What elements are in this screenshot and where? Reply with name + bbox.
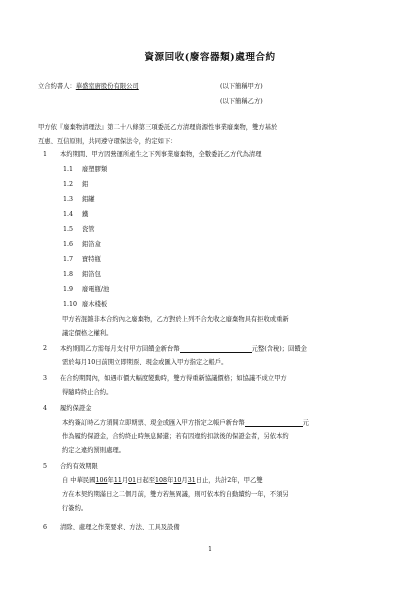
clause-number: 1 — [43, 151, 48, 158]
clause-number: 3 — [43, 375, 48, 382]
clause-4-heading-row: 4 履約保證金 — [43, 405, 92, 412]
clause-1-heading-row — [43, 151, 262, 159]
party-second-role: (以下簡稱乙方) — [220, 98, 263, 105]
party-first-name: 華盛室廚股份有限公司 — [75, 83, 139, 90]
start-day: 01 — [128, 477, 137, 484]
clause-number: 6 — [43, 524, 48, 531]
clause-number: 4 — [43, 405, 48, 412]
party-first — [38, 83, 220, 91]
party-first-label: 立合約書人： — [38, 83, 76, 90]
clause-5-line-1: 自 中華民國106年11月01日起至108年10月31日止，共計2年，甲乙雙 — [62, 477, 263, 484]
amount-blank — [180, 345, 252, 353]
clause-4-line-1: 本約簽訂時乙方須開立即期票、現金或匯入甲方指定之帳戶新台幣 元 — [62, 419, 309, 427]
clause-1-note-2: 議定價格之權利。 — [62, 330, 113, 337]
clause-number: 5 — [43, 463, 48, 470]
list-item: 1.5 瓷管 — [63, 226, 95, 233]
list-item: 1.2 鋁 — [63, 181, 89, 188]
party-first-row — [38, 83, 263, 91]
list-item: 1.1 廢塑膠類 — [63, 166, 108, 173]
clause-5-heading-row: 5 合約有效期限 — [43, 463, 98, 470]
clause-1-note-1: 甲方若混雜非本合約內之廢棄物，乙方對於上列不合允收之廢棄物具有拒收或重新 — [62, 316, 289, 323]
clause-number: 2 — [43, 345, 48, 353]
list-item: 1.4 鐵 — [63, 211, 89, 218]
party-second-row — [38, 98, 263, 106]
start-month: 11 — [113, 477, 122, 484]
clause-4-line-3: 約定之違約罰則處理。 — [62, 447, 125, 454]
intro-line-1: 甲方依『廢棄物清理法』第二十八條第三項委託乙方清理資源性事業廢棄物，雙方基於 — [38, 124, 278, 131]
clause-4-line-2: 作為履約保證金，合約終止時無息歸還；若有因違約扣款後的保證金者，另依本約 — [62, 433, 289, 440]
document-title: 資源回收(廢容器類)處理合約 — [144, 52, 276, 63]
list-item: 1.6 鋁箔盒 — [63, 241, 101, 248]
end-month: 10 — [173, 477, 182, 484]
start-year: 106 — [95, 477, 108, 484]
clause-2-row-1: 2 本約期間乙方需每月支付甲方回饋金新台幣 元整(含稅)；回饋金 — [43, 345, 307, 353]
list-item: 1.9 廢電瓶/池 — [63, 286, 110, 293]
page-number: 1 — [208, 546, 212, 553]
clause-1-heading: 本約期間、甲方因營運所產生之下列事業廢棄物，全數委託乙方代為清理 — [60, 151, 262, 158]
deposit-blank — [245, 419, 303, 427]
end-day: 31 — [187, 477, 196, 484]
clause-5-line-3: 行簽約。 — [62, 505, 88, 512]
party-first-role: (以下簡稱甲方) — [220, 83, 263, 90]
list-item: 1.10 廢木棧板 — [63, 301, 108, 308]
intro-line-2: 互惠、互信原則，共同遵守環保法令，約定如下： — [38, 138, 177, 145]
clause-3-line-2: 得隨時終止合約。 — [62, 389, 113, 396]
clause-3-row-1: 3 在合約期間內，如遇市價大幅度變動時，雙方得重新協議價格；如協議不成立甲方 — [43, 375, 287, 382]
clause-5-line-2: 方在本契約期滿日之二個月前，雙方若無異議，則可依本約自動續約一年，不須另 — [62, 491, 289, 498]
end-year: 108 — [155, 477, 168, 484]
clause-2-line-2: 需於每月10日前開立即期票、現金或匯入甲方指定之帳戶。 — [62, 359, 228, 366]
list-item: 1.8 鋁箔包 — [63, 271, 101, 278]
clause-6-heading-row: 6 清除、處理之作業要求、方法、工具及設備 — [43, 524, 180, 531]
list-item: 1.3 鋁罐 — [63, 196, 95, 203]
list-item: 1.7 寶特瓶 — [63, 256, 101, 263]
